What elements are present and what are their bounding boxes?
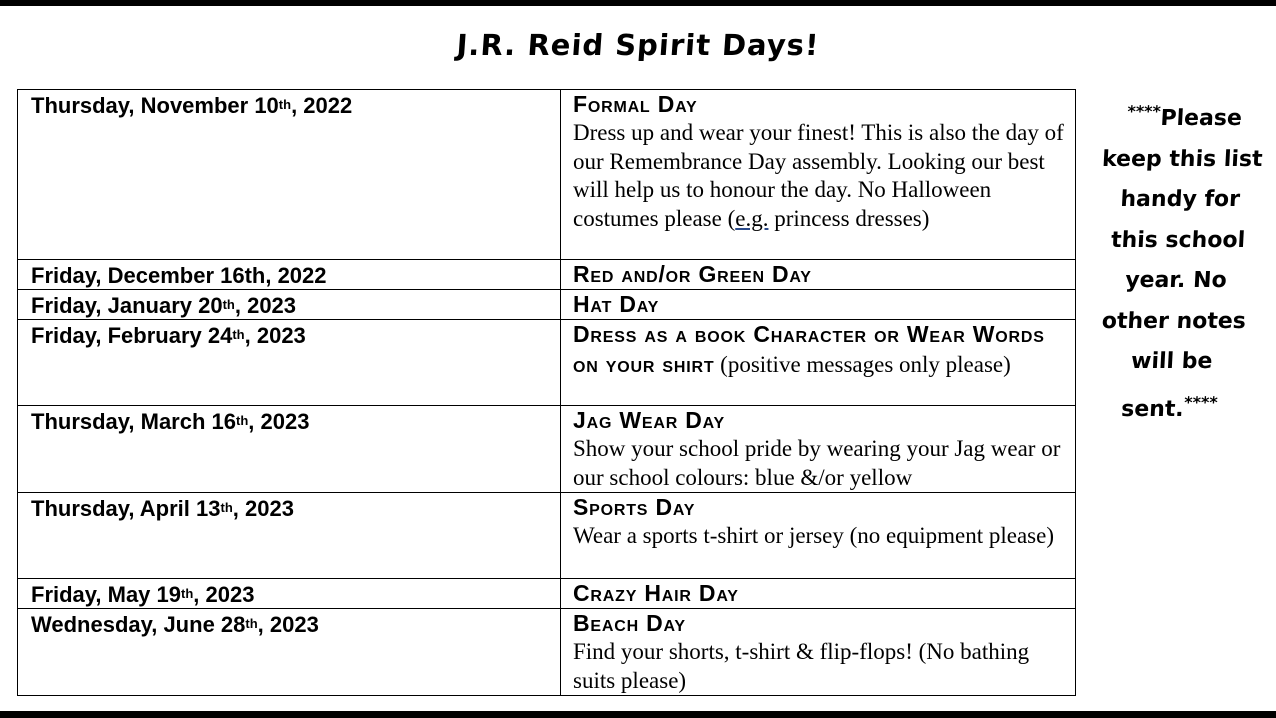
date-cell: Friday, May 19th, 2023 [18,579,561,609]
date-cell: Thursday, November 10th, 2022 [18,90,561,260]
note-text: Please keep this list handy for this school year. No other notes will be sent. [1101,106,1264,422]
event-description: Dress up and wear your finest! This is also the day of our Remembrance Day assembly. Looking our best will help us to honour the day. No Halloween costumes please (e.g. princess dresses) [573,120,1064,231]
event-cell [561,579,1076,609]
event-title: Sports Day [573,494,696,520]
spirit-days-table [17,89,1076,696]
table-row [18,260,1076,290]
event-description: Show your school pride by wearing your Jag wear or our school colours: blue &/or yellow [573,436,1061,490]
page-title: J.R. Reid Spirit Days! [455,28,821,62]
stars-open: **** [1126,102,1162,121]
date-cell: Friday, December 16th, 2022 [18,260,561,290]
bottom-border [0,711,1276,718]
side-note [1083,92,1271,430]
date-cell: Thursday, April 13th, 2023 [18,493,561,579]
date-cell: Friday, January 20th, 2023 [18,290,561,320]
event-cell [561,493,1076,579]
date-cell: Friday, February 24th, 2023 [18,320,561,406]
event-description: Wear a sports t-shirt or jersey (no equipment please) [573,523,1054,548]
event-cell [561,609,1076,696]
table-row [18,90,1076,260]
event-description: (positive messages only please) [714,351,1011,377]
event-cell [561,320,1076,406]
event-description: Find your shorts, t-shirt & flip-flops! (No bathing suits please) [573,639,1030,693]
event-cell [561,290,1076,320]
event-title: Formal Day [573,91,698,117]
table-row [18,406,1076,493]
eg-link[interactable]: e.g. [735,205,769,231]
top-border [0,0,1276,6]
table-row [18,493,1076,579]
table-row [18,290,1076,320]
event-title: Crazy Hair Day [573,580,739,606]
table-row [18,320,1076,406]
stars-close: **** [1183,392,1219,412]
event-title: Beach Day [573,610,686,636]
event-cell [561,406,1076,493]
event-title: Dress as a book Character or Wear Words on your shirt [573,321,1045,377]
event-cell [561,260,1076,290]
date-cell: Wednesday, June 28th, 2023 [18,609,561,696]
table-row [18,609,1076,696]
event-title: Jag Wear Day [573,407,726,433]
event-title: Red and/or Green Day [573,261,812,287]
event-cell [561,90,1076,260]
event-title: Hat Day [573,291,660,317]
table-row [18,579,1076,609]
date-cell: Thursday, March 16th, 2023 [18,406,561,493]
